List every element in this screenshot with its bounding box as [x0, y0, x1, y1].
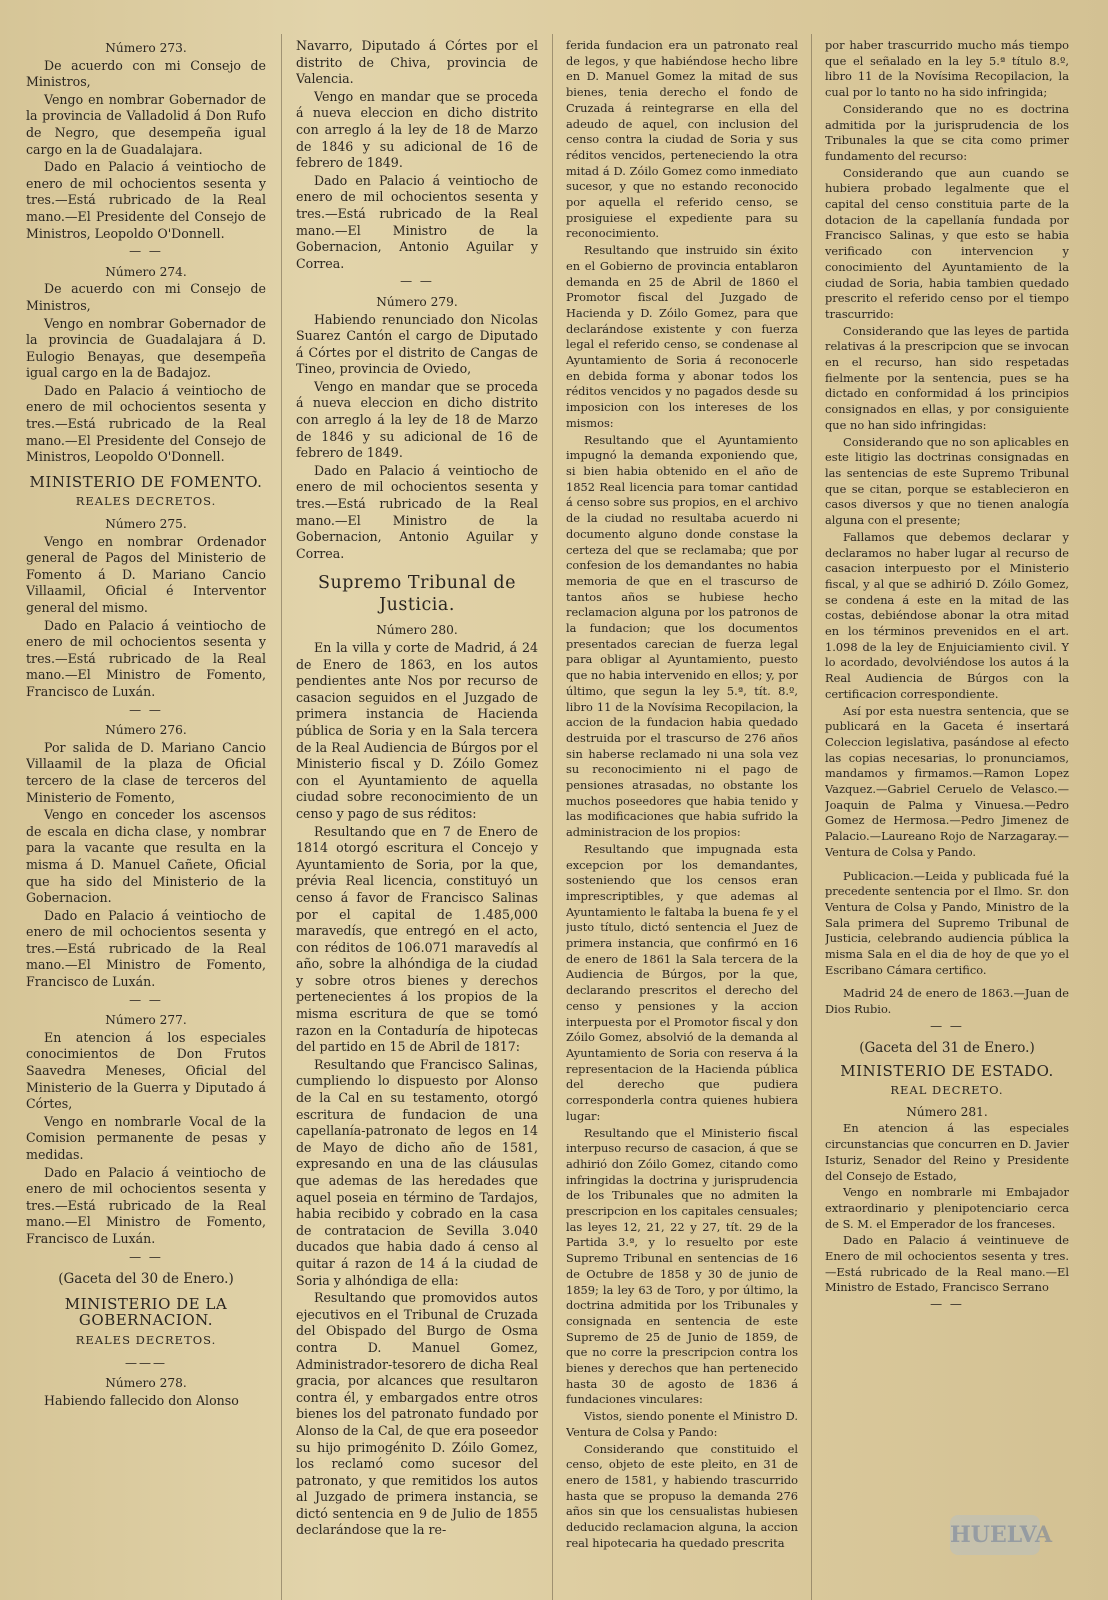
paragraph: En atencion á los especiales conocimientos de Don Frutos Saavedra Meneses, Oficial del Ministerio de la Guerra y Diputado á Córtes, [26, 1029, 266, 1112]
separator: — — [129, 702, 163, 717]
paragraph: Dado en Palacio á veintiocho de enero de mil ochocientos sesenta y tres.—Está rubricado de la Real mano.—El Ministro de Fomento, Francisco de Luxán. [26, 617, 266, 699]
paragraph: Vengo en nombrar Gobernador de la provincia de Valladolid á Don Rufo de Negro, que desempeña igual cargo en la de Guadalajara. [26, 91, 266, 157]
tribunal-heading: Supremo Tribunal de Justicia. [318, 573, 516, 616]
decree-number: Número 280. [376, 623, 458, 638]
section-subheading: REALES DECRETOS. [75, 1332, 217, 1347]
column-1 [26, 38, 266, 1594]
ministry-heading: MINISTERIO DE LA GOBERNACION. [64, 1294, 228, 1330]
paragraph: Habiendo renunciado don Nicolas Suarez Cantón el cargo de Diputado á Córtes por el distrito de Cangas de Tineo, provincia de Oviedo, [296, 311, 538, 377]
column-2 [296, 38, 538, 1594]
paragraph: Vengo en nombrar Gobernador de la provincia de Guadalajara á D. Eulogio Benayas, que desempeña igual cargo en la de Badajoz. [26, 315, 266, 381]
paragraph: Dado en Palacio á veintiocho de enero de mil ochocientos sesenta y tres.—Está rubricado de la Real mano.—El Ministro de la Gobernacion, Antonio Aguilar y Correa. [296, 172, 538, 271]
paragraph: Resultando que instruido sin éxito en el Gobierno de provincia entablaron demanda en 25 de Abril de 1860 el Promotor fiscal del Juzgado de Hacienda y D. Zóilo Gomez, para que declarándose existente y con fuerza legal el referido censo, se condenase al Ayuntamiento de Soria á reconocerle en debida forma y abonar todos los réditos vencidos y no pagados desde su imposicion con los intereses de los mismos: [566, 243, 798, 430]
section-subheading: REALES DECRETOS. [75, 494, 217, 509]
paragraph: Vengo en nombrarle Vocal de la Comision permanente de pesas y medidas. [26, 1113, 266, 1162]
paragraph: Considerando que no son aplicables en este litigio las doctrinas consignadas en las sentencias de este Supremo Tribunal que se citan, porque se establecieron en casos diversos y que no tienen analogía alguna con el presente; [825, 434, 1069, 528]
paragraph: Resultando que promovidos autos ejecutivos en el Tribunal de Cruzada del Obispado del Burgo de Osma contra D. Manuel Gomez, Administrador-tesorero de dicha Real gracia, por alcances que resultaron contra él, y embargados entre otros bienes los del patronato fundado por Alonso de la Cal, de que era poseedor su hijo primogénito D. Zóilo Gomez, los reclamó como sucesor del patronato, y que remitidos los autos al Juzgado de primera instancia, se dictó sentencia en 9 de Julio de 1855 declarándose que la re- [296, 1290, 538, 1538]
decree-number: Número 277. [105, 1013, 187, 1028]
paragraph: Dado en Palacio á veintiocho de enero de mil ochocientos sesenta y tres.—Está rubricado de la Real mano.—El Ministro de Fomento, Francisco de Luxán. [26, 907, 266, 990]
paragraph: ferida fundacion era un patronato real de legos, y que habiéndose hecho libre en D. Manuel Gomez la mitad de sus bienes, tenia derecho el fondo de Cruzada á reintegrarse en ella del adeudo de aquel, con inclusion del censo contra la ciudad de Soria y sus réditos vencidos, perteneciendo la otra mitad á D. Zóilo Gomez como inmediato sucesor, y que no estando reconocido por aquella el referido censo, se prosiguiese el expediente para su reconocimiento. [566, 38, 798, 241]
decree-number: Número 278. [105, 1376, 187, 1391]
separator: ——— [125, 1355, 167, 1370]
paragraph: Dado en Palacio á veintiocho de enero de mil ochocientos sesenta y tres.—Está rubricado de la Real mano.—El Presidente del Consejo de Ministros, Leopoldo O'Donnell. [26, 159, 266, 241]
paragraph: Considerando que las leyes de partida relativas á la prescripcion que se invocan en el recurso, han sido respetadas fielmente por la sentencia, pues se ha dictado en conformidad á los principios consignados en ellas, y por consiguiente que no han sido infringidas: [825, 323, 1069, 432]
paragraph: Habiendo fallecido don Alonso [44, 1392, 239, 1408]
paragraph: En la villa y corte de Madrid, á 24 de Enero de 1863, en los autos pendientes ante Nos por recurso de casacion seguidos en el Juzgado de primera instancia de Hacienda pública de Soria y en la Sala tercera de la Real Audiencia de Búrgos por el Ministerio fiscal y D. Zóilo Gomez con el Ayuntamiento de aquella ciudad sobre reconocimiento de un censo y pago de sus réditos: [296, 640, 538, 821]
paragraph: Dado en Palacio á veintiocho de enero de mil ochocientos sesenta y tres.—Está rubricado de la Real mano.—El Presidente del Consejo de Ministros, Leopoldo O'Donnell. [26, 382, 266, 465]
column-rule [281, 34, 282, 1600]
paragraph: En atencion á las especiales circunstancias que concurren en D. Javier Isturiz, Senador del Reino y Presidente del Consejo de Estado, [825, 1121, 1069, 1183]
column-rule [811, 34, 812, 1600]
paragraph: Dado en Palacio á veintiocho de enero de mil ochocientos sesenta y tres.—Está rubricado de la Real mano.—El Ministro de Fomento, Francisco de Luxán. [26, 1164, 266, 1246]
separator: — — [930, 1297, 964, 1312]
paragraph: Publicacion.—Leida y publicada fué la precedente sentencia por el Ilmo. Sr. don Ventura de Colsa y Pando, Ministro de la Sala primera del Supremo Tribunal de Justicia, celebrando audiencia pública la misma Sala en el dia de hoy de que yo el Escribano Cámara certifico. [825, 868, 1069, 977]
paragraph: Resultando que impugnada esta excepcion por los demandantes, sosteniendo que los censos eran imprescriptibles, y que ademas al Ayuntamiento le faltaba la buena fe y el justo título, dictó sentencia el Juez de primera instancia, que confirmó en 16 de enero de 1861 la Sala tercera de la Audiencia de Búrgos, por la que, declarando prescritos el derecho del censo y pensiones y la accion interpuesta por el Promotor fiscal y don Zóilo Gomez, absolvió de la demanda al Ayuntamiento de Soria con reserva á la representacion de la Hacienda pública del derecho que pudiera corresponderla contra quienes hubiera lugar: [566, 841, 798, 1123]
separator: — — [400, 274, 434, 289]
library-stamp: HUELVA [950, 1515, 1040, 1555]
paragraph: Navarro, Diputado á Córtes por el distrito de Chiva, provincia de Valencia. [296, 38, 538, 87]
column-3 [566, 38, 798, 1594]
section-subheading: REAL DECRETO. [890, 1083, 1004, 1097]
decree-number: Número 273. [105, 41, 187, 55]
paragraph: Considerando que aun cuando se hubiera probado legalmente que el capital del censo constituia parte de la dotacion de la capellanía fundada por Francisco Salinas, y que esto se habia verificado con intervencion y conocimiento del Ayuntamiento de la ciudad de Soria, habia tambien quedado prescrito el referido censo por el tiempo trascurrido: [825, 165, 1069, 321]
paragraph: Vengo en nombrar Ordenador general de Pagos del Ministerio de Fomento á D. Mariano Cancio Villaamil, Oficial é Interventor general del mismo. [26, 533, 266, 615]
paragraph: De acuerdo con mi Consejo de Ministros, [26, 281, 266, 313]
paragraph: Vengo en mandar que se proceda á nueva eleccion en dicho distrito con arreglo á la ley de 18 de Marzo de 1846 y su adicional de 16 de febrero de 1849. [296, 378, 538, 461]
separator: — — [129, 244, 163, 259]
paragraph: Dado en Palacio á veintiocho de enero de mil ochocientos sesenta y tres.—Está rubricado de la Real mano.—El Ministro de la Gobernacion, Antonio Aguilar y Correa. [296, 462, 538, 561]
paragraph: Madrid 24 de enero de 1863.—Juan de Dios Rubio. [825, 986, 1069, 1017]
paragraph: De acuerdo con mi Consejo de Ministros, [26, 57, 266, 90]
paragraph: Resultando que en 7 de Enero de 1814 otorgó escritura el Concejo y Ayuntamiento de Soria, por la que, prévia Real licencia, constituyó un censo á favor de Francisco Salinas por el capital de 1.485,000 maravedís, que entregó en el acto, con réditos de 106.071 maravedís al año, sobre la alhóndiga de la ciudad y sobre otros bienes y derechos pertenecientes á los propios de la misma escritura de que se tomó razon en la Contaduría de hipotecas del partido en 15 de Abril de 1817: [296, 823, 538, 1055]
separator: — — [129, 992, 163, 1007]
decree-number: Número 281. [906, 1104, 988, 1119]
paragraph: Dado en Palacio á veintinueve de Enero de mil ochocientos sesenta y tres.—Está rubricado de la Real mano.—El Ministro de Estado, Francisco Serrano [825, 1233, 1069, 1295]
decree-number: Número 275. [105, 517, 187, 532]
paragraph: Vistos, siendo ponente el Ministro D. Ventura de Colsa y Pando: [566, 1409, 798, 1439]
gaceta-date: (Gaceta del 31 de Enero.) [859, 1039, 1035, 1056]
paragraph: Así por esta nuestra sentencia, que se publicará en la Gaceta é insertará Coleccion legislativa, pasándose al efecto las copias necesarias, lo pronunciamos, mandamos y firmamos.—Ramon Lopez Vazquez.—Gabriel Ceruelo de Velasco.—Joaquin de Palma y Vinuesa.—Pedro Gomez de Hermosa.—Pedro Jimenez de Palacio.—Laureano Rojo de Narzagaray.—Ventura de Colsa y Pando. [825, 703, 1069, 859]
paragraph: Considerando que constituido el censo, objeto de este pleito, en 31 de enero de 1581, y habiendo trascurrido hasta que se propuso la demanda 276 años sin que los censualistas hubiesen deducido reclamacion alguna, la accion real hipotecaria ha quedado prescrita [566, 1441, 798, 1550]
paragraph: Por salida de D. Mariano Cancio Villaamil de la plaza de Oficial tercero de la clase de terceros del Ministerio de Fomento, [26, 739, 266, 805]
decree-number: Número 274. [105, 264, 187, 279]
paragraph: Vengo en mandar que se proceda á nueva eleccion en dicho distrito con arreglo á la ley de 18 de Marzo de 1846 y su adicional de 16 de febrero de 1849. [296, 88, 538, 171]
separator: — — [129, 1249, 163, 1264]
paragraph: Resultando que el Ministerio fiscal interpuso recurso de casacion, á que se adhirió don Zóilo Gomez, citando como infringidas la doctrina y jurisprudencia de los Tribunales que no admiten la prescripcion en los capitales censuales; las leyes 12, 21, 22 y 27, tít. 29 de la Partida 3.ª, y lo resuelto por este Supremo Tribunal en sentencias de 16 de Octubre de 1858 y 30 de junio de 1859; la ley 63 de Toro, y por último, la doctrina admitida por los Tribunales y consignada en sentencia de este Supremo de 25 de Junio de 1859, de que no corre la prescripcion contra los bienes y derechos que han pertenecido hasta 30 de agosto de 1836 á fundaciones vinculares: [566, 1125, 798, 1407]
column-4 [825, 38, 1069, 1594]
paragraph: Fallamos que debemos declarar y declaramos no haber lugar al recurso de casacion interpuesto por el Ministerio fiscal, y al que se adhirió D. Zóilo Gomez, se condena á este en la mitad de las costas, debiéndose abonar la otra mitad en los términos prevenidos en el art. 1.098 de la ley de Enjuiciamiento civil. Y lo acordado, devolviéndose los autos á la Real Audiencia de Búrgos con la certificacion correspondiente. [825, 529, 1069, 701]
paragraph: Vengo en nombrarle mi Embajador extraordinario y plenipotenciario cerca de S. M. el Emperador de los franceses. [825, 1185, 1069, 1231]
decree-number: Número 279. [376, 294, 458, 309]
paragraph: Resultando que Francisco Salinas, cumpliendo lo dispuesto por Alonso de la Cal en su testamento, otorgó escritura de fundacion de una capellanía-patronato de legos en 14 de Mayo de dicho año de 1581, expresando en una de las cláusulas que ademas de las heredades que aquel poseia en término de Tardajos, habia recibido y cobrado en la casa de contratacion de Sevilla 3.040 ducados que habia dado á censo al quitar á razon de 14 á la ciudad de Soria y alhóndiga de ella: [296, 1056, 538, 1288]
decree-number: Número 276. [105, 723, 187, 738]
paragraph: Considerando que no es doctrina admitida por la jurisprudencia de los Tribunales la que se cita como primer fundamento del recurso: [825, 101, 1069, 163]
column-rule [552, 34, 553, 1600]
paragraph: Resultando que el Ayuntamiento impugnó la demanda exponiendo que, si bien habia obtenido en el año de 1852 Real licencia para tomar cantidad á censo sobre sus propios, en el archivo de la ciudad no resultaba acuerdo ni documento alguno donde constase la certeza del que se reclamaba; que por confesion de los demandantes no habia memoria de que en el trascurso de tantos años se hubiese hecho reclamacion alguna por los patronos de la fundacion; que los documentos presentados carecian de fuerza legal para obligar al Ayuntamiento, puesto que no habia intervenido en ellos; y, por último, que segun la ley 5.ª, tít. 8.º, libro 11 de la Novísima Recopilacion, la accion de la fundacion habia quedado destruida por el trascurso de 276 años sin haberse reclamado ni una sola vez su reconocimiento ni el pago de pensiones atrasadas, no obstante los muchos poseedores que habia tenido y las modificaciones que habia sufrido la administracion de los propios: [566, 432, 798, 840]
paragraph: Vengo en conceder los ascensos de escala en dicha clase, y nombrar para la vacante que resulta en la misma á D. Manuel Cañete, Oficial que ha sido del Ministerio de la Gobernacion. [26, 807, 266, 906]
paragraph: por haber trascurrido mucho más tiempo que el señalado en la ley 5.ª título 8.º, libro 11 de la Novísima Recopilacion, la cual por lo tanto no ha sido infringida; [825, 38, 1069, 100]
gaceta-date: (Gaceta del 30 de Enero.) [58, 1271, 234, 1288]
ministry-heading: MINISTERIO DE ESTADO. [840, 1062, 1054, 1081]
ministry-heading: MINISTERIO DE FOMENTO. [29, 472, 263, 491]
separator: — — [930, 1018, 964, 1033]
